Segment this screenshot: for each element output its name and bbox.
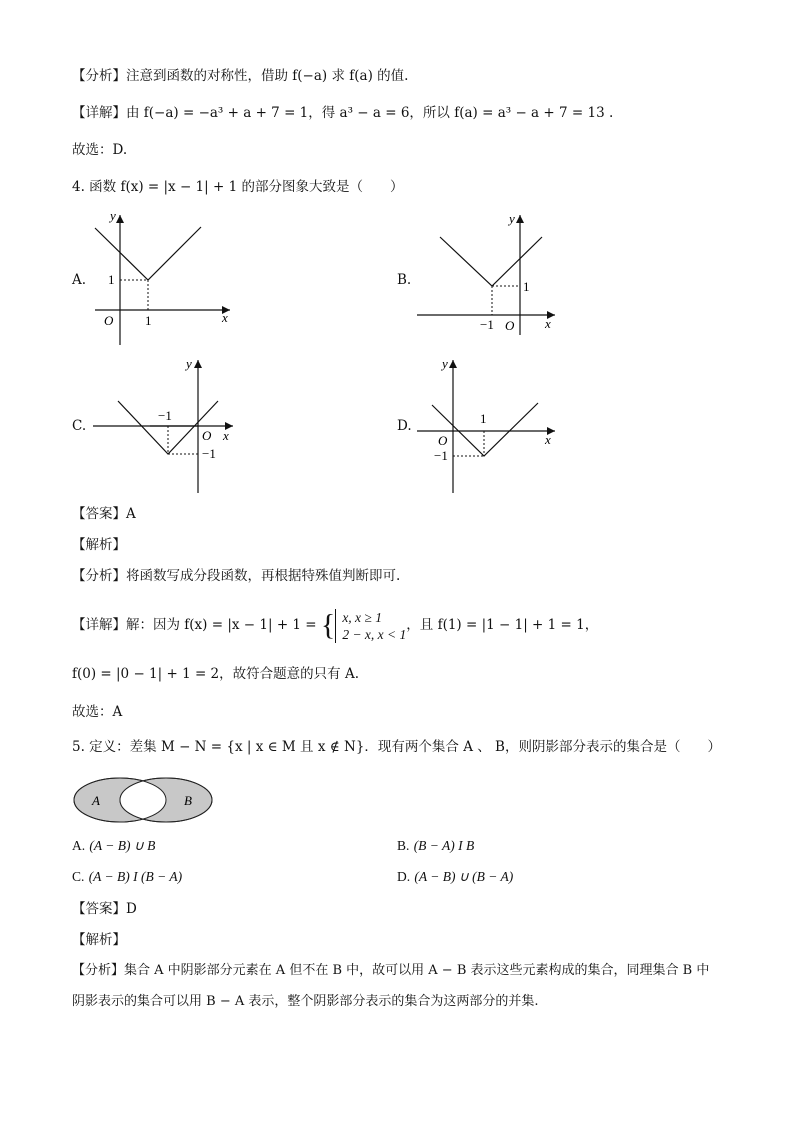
case-2: 2 − x, x < 1 — [342, 626, 407, 642]
answer-value: A — [126, 506, 136, 522]
y-axis-label: y — [110, 210, 116, 223]
origin-label: O — [438, 433, 448, 448]
detail-lead: 解：因为 f(x) = |x − 1| + 1 = — [126, 617, 317, 633]
origin-label: O — [505, 318, 515, 333]
q5-option-d[interactable]: D. (A − B) ∪ (B − A) — [397, 869, 514, 884]
q4-detail: 【详解】解：因为 f(x) = |x − 1| + 1 = { x, x ≥ 1 2 − x, x < 1 ，且 f(1) = |1 − 1| + 1 = 1， — [72, 608, 599, 642]
q4-option-b-label[interactable]: B. — [397, 272, 412, 288]
q5-answer — [72, 899, 137, 919]
answer-tag: 【答案】 — [72, 901, 126, 917]
q3-detail — [72, 103, 613, 123]
detail-tag: 【详解】 — [72, 105, 126, 121]
detail-tag: 【详解】 — [72, 617, 126, 633]
y-tick: −1 — [434, 448, 448, 463]
answer-value: D — [126, 901, 137, 917]
q5-option-a[interactable]: A. (A − B) ∪ B — [72, 838, 156, 853]
analysis-tag: 【分析】 — [72, 963, 125, 978]
y-axis-label: y — [186, 356, 192, 371]
q4-analysis — [72, 566, 400, 586]
venn-label-a: A — [92, 793, 100, 808]
q4-stem: 4. 函数 f(x) = |x − 1| + 1 的部分图象大致是（ ） — [72, 179, 404, 195]
q5-option-c[interactable]: C. (A − B) I (B − A) — [72, 869, 183, 884]
q5-analysis — [72, 961, 709, 981]
y-axis-label: y — [509, 211, 515, 226]
origin-label: O — [202, 428, 212, 443]
q4-answer — [72, 504, 136, 524]
q4-option-c-label[interactable]: C. — [72, 418, 87, 434]
q3-choice: 故选：D. — [72, 142, 128, 158]
detail-text: 由 f(−a) = −a³ + a + 7 = 1，得 a³ − a = 6，所以 f(a) = a³ − a + 7 = 13 . — [126, 105, 614, 121]
q4-detail-line2: f(0) = |0 − 1| + 1 = 2，故符合题意的只有 A. — [72, 666, 359, 682]
analysis-line1: 集合 A 中阴影部分元素在 A 但不在 B 中，故可以用 A − B 表示这些元素构成的集合，同理集合 B 中 — [124, 963, 710, 978]
origin-label: O — [104, 313, 114, 328]
x-axis-label: x — [545, 432, 551, 447]
y-tick: −1 — [202, 446, 216, 461]
y-tick: 1 — [523, 279, 530, 294]
q5-explain-tag: 【解析】 — [72, 932, 126, 948]
q4-explain-tag: 【解析】 — [72, 537, 126, 553]
q5-analysis-line2: 阴影表示的集合可以用 B − A 表示，整个阴影部分表示的集合为这两部分的并集. — [72, 994, 539, 1009]
q5-stem: 5. 定义：差集 M − N = {x | x ∈ M 且 x ∉ N}．现有两个集合 A 、 B，则阴影部分表示的集合是（ ） — [72, 739, 721, 755]
q4-graph-c[interactable] — [90, 355, 240, 495]
q5-option-b[interactable]: B. (B − A) I B — [397, 838, 475, 853]
analysis-tag: 【分析】 — [72, 568, 126, 584]
x-axis-label: x — [223, 428, 229, 443]
q4-choice: 故选：A — [72, 704, 123, 720]
x-axis-label: x — [222, 310, 228, 325]
q4-option-a-label[interactable]: A. — [72, 272, 87, 288]
analysis-text: 将函数写成分段函数，再根据特殊值判断即可. — [126, 568, 401, 584]
x-tick: −1 — [480, 317, 494, 332]
x-tick: 1 — [480, 411, 487, 426]
q4-graph-b[interactable] — [412, 210, 562, 335]
detail-tail: ，且 f(1) = |1 − 1| + 1 = 1， — [406, 617, 599, 633]
case-1: x, x ≥ 1 — [342, 609, 382, 625]
analysis-text: 注意到函数的对称性，借助 f(−a) 求 f(a) 的值. — [126, 68, 409, 84]
y-tick: 1 — [108, 272, 115, 287]
piecewise-cases — [335, 609, 406, 643]
venn-label-b: B — [184, 793, 192, 808]
q5-venn-diagram[interactable] — [72, 774, 222, 826]
x-axis-label: x — [545, 316, 551, 331]
q4-graph-d[interactable] — [412, 355, 562, 495]
q4-option-d-label[interactable]: D. — [397, 418, 412, 434]
analysis-tag: 【分析】 — [72, 68, 126, 84]
answer-tag: 【答案】 — [72, 506, 126, 522]
x-tick: 1 — [145, 313, 152, 328]
q3-analysis — [72, 66, 408, 86]
y-axis-label: y — [442, 356, 448, 371]
x-tick: −1 — [158, 408, 172, 423]
q4-graph-a[interactable] — [90, 210, 250, 350]
